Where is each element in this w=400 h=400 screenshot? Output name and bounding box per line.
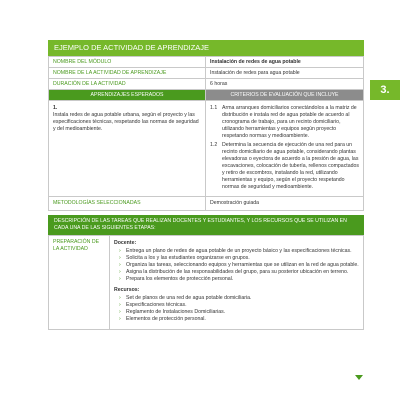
info-label: NOMBRE DE LA ACTIVIDAD DE APRENDIZAJE <box>49 68 206 79</box>
info-row-actividad <box>49 68 364 79</box>
info-label: NOMBRE DEL MÓDULO <box>49 57 206 68</box>
criterio-number: 1.2 <box>210 142 218 149</box>
criterios-cell <box>206 101 364 197</box>
list-item: › Prepara los elementos de protección personal. <box>122 276 359 283</box>
list-item: › Especificaciones técnicas. <box>122 302 359 309</box>
banner-title: EJEMPLO DE ACTIVIDAD DE APRENDIZAJE <box>48 40 364 56</box>
list-item: › Organiza las tareas, seleccionando equipos y herramientas que se utilizan en la red de agua potable. <box>122 262 359 269</box>
info-row-duracion <box>49 79 364 90</box>
criteria-content-row <box>49 101 364 197</box>
recursos-list <box>114 295 359 323</box>
aprendizajes-header: APRENDIZAJES ESPERADOS <box>49 90 206 101</box>
page-number-tab: 3. <box>370 80 400 100</box>
list-item: › Asigna la distribución de las responsabilidades del grupo, para su posterior ubicación en terreno. <box>122 269 359 276</box>
aprendizaje-cell <box>49 101 206 197</box>
info-value: 6 horas <box>206 79 364 90</box>
criterio-number: 1.1 <box>210 105 218 112</box>
metodologias-value: Demostración guiada <box>206 197 364 211</box>
info-value: Instalación de redes de agua potable <box>206 57 364 68</box>
aprendizaje-text: Instala redes de agua potable urbana, según el proyecto y las especificaciones técnicas, respetando las normas de seguridad y del medioambiente. <box>53 112 199 133</box>
list-item: › Set de planos de una red de agua potable domiciliaria. <box>122 295 359 302</box>
criterio-text: Determina la secuencia de ejecución de una red para un recinto domiciliario de agua potable, considerando plantas elevadoras o eyectora de acuerdo a la presión de agua, las excavaciones, colocación de tubería, rellenos compactados y retiro de escombros, instalando la red, utilizando herramientas y equipo, según el proyecto respetando normas de seguridad y medioambiente. <box>222 142 359 191</box>
criterios-header: CRITERIOS DE EVALUACIÓN QUE INCLUYE <box>206 90 364 101</box>
info-table <box>48 56 364 211</box>
criterio-item <box>210 142 359 191</box>
list-item: › Elementos de protección personal. <box>122 316 359 323</box>
preparacion-label: PREPARACIÓN DE LA ACTIVIDAD <box>49 236 110 330</box>
criterio-text: Arma arranques domiciliarios conectándolos a la matriz de distribución e instala red de agua potable de acuerdo al cronograma de trabajo, para un recinto domiciliario, utilizando herramientas y equipos según proyecto respetando normas y medioambiente. <box>222 105 357 140</box>
metodologias-row <box>49 197 364 211</box>
docente-title: Docente: <box>114 240 137 247</box>
preparacion-row <box>49 236 364 330</box>
info-value: Instalación de redes para agua potable <box>206 68 364 79</box>
docente-list <box>114 248 359 283</box>
criterio-item <box>210 105 359 140</box>
descripcion-header: DESCRIPCIÓN DE LAS TAREAS QUE REALIZAN DOCENTES Y ESTUDIANTES, Y LOS RECURSOS QUE SE UTILIZAN EN CADA UNA DE LAS SIGUIENTES ETAPAS: <box>48 215 364 235</box>
preparacion-table <box>48 235 364 330</box>
metodologias-label: METODOLOGÍAS SELECCIONADAS <box>49 197 206 211</box>
list-item: › Reglamento de Instalaciones Domiciliarias. <box>122 309 359 316</box>
activity-document <box>48 40 364 330</box>
aprendizaje-number: 1. <box>53 105 58 112</box>
continue-arrow-icon <box>355 375 363 380</box>
list-item: › Solicita a los y las estudiantes organizarse en grupos. <box>122 255 359 262</box>
recursos-title: Recursos: <box>114 287 140 294</box>
list-item: › Entrega un plano de redes de agua potable de un proyecto básico y las especificaciones técnicas. <box>122 248 359 255</box>
criteria-header-row <box>49 90 364 101</box>
info-row-modulo <box>49 57 364 68</box>
info-label: DURACIÓN DE LA ACTIVIDAD <box>49 79 206 90</box>
preparacion-content <box>110 236 364 330</box>
